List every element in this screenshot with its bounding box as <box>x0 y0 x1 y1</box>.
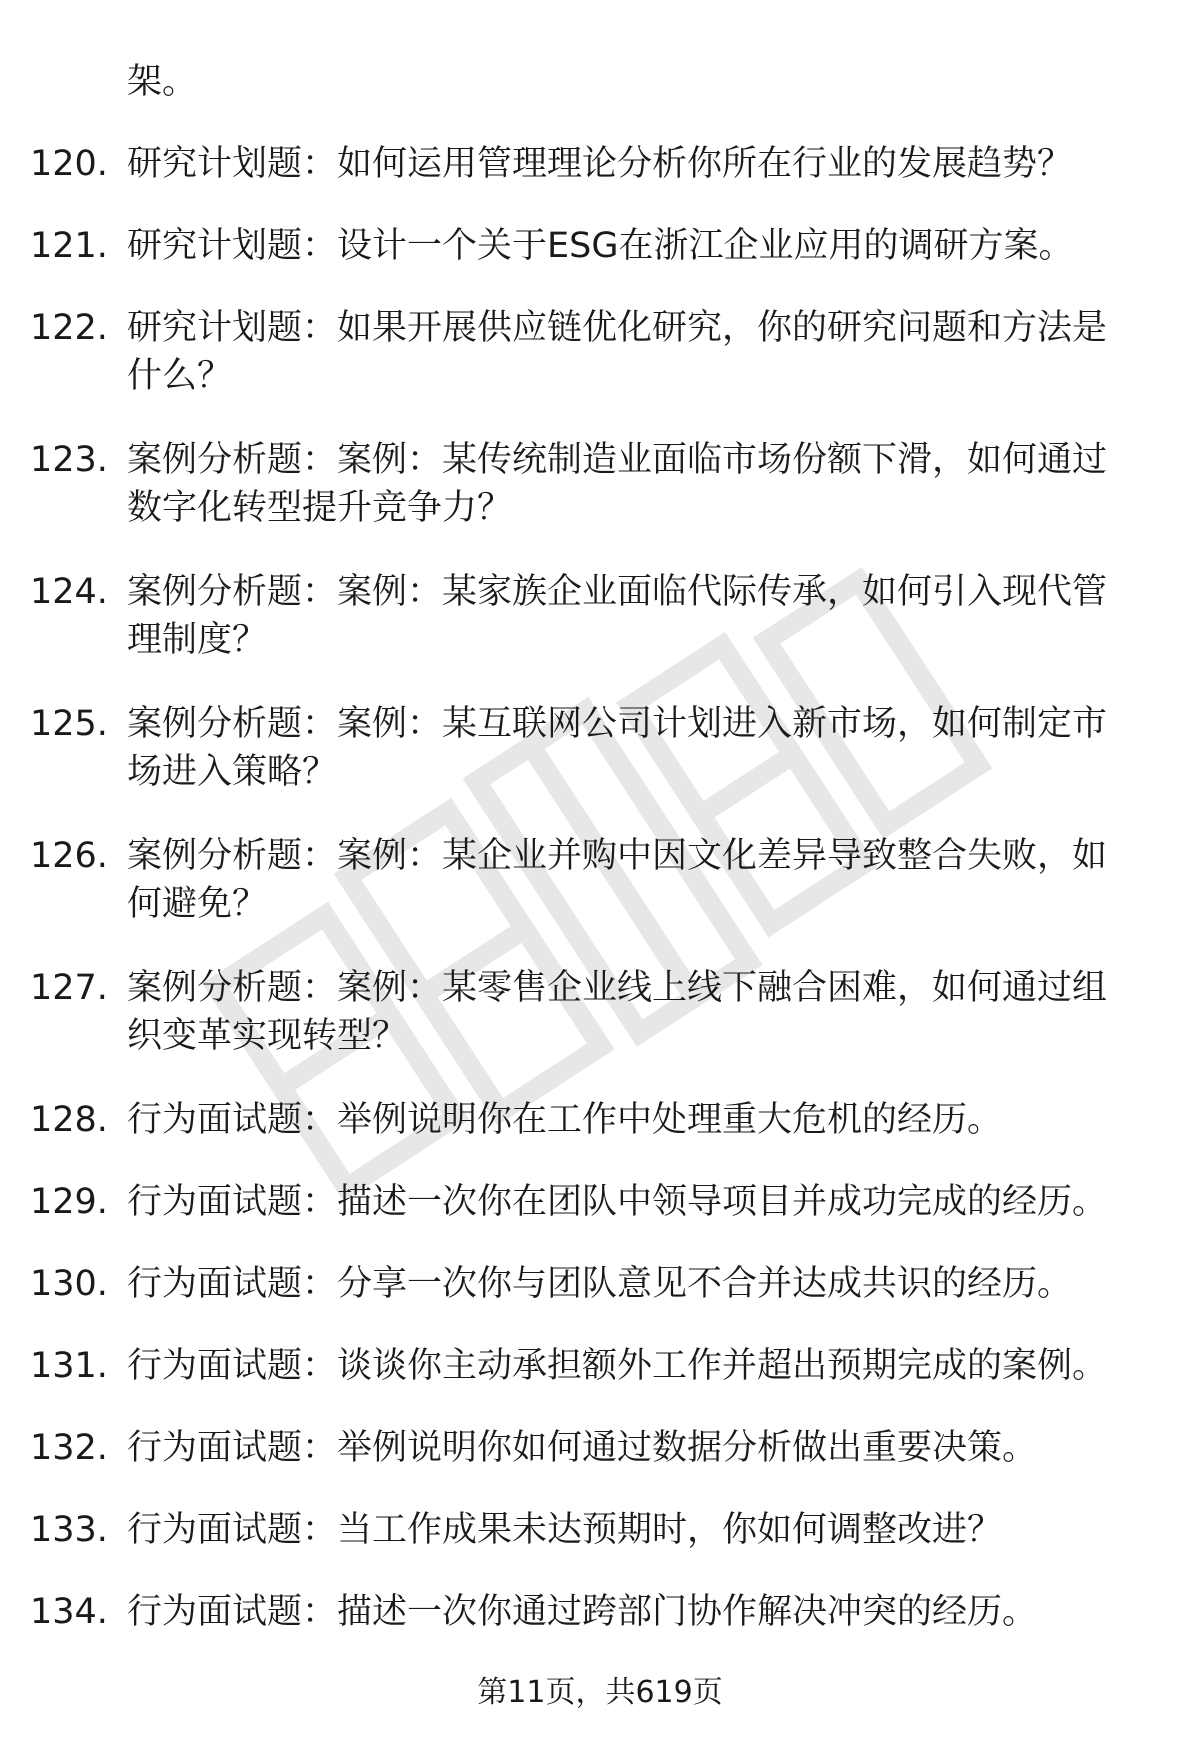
question-number: 128. <box>30 1100 108 1140</box>
list-item <box>0 1588 1200 1670</box>
page-footer: 第11页，共619页 <box>477 1675 723 1710</box>
question-text: 研究计划题：如何运用管理理论分析你所在行业的发展趋势？ <box>127 144 1073 184</box>
question-text: 行为面试题：谈谈你主动承担额外工作并超出预期完成的案例。 <box>127 1346 1108 1386</box>
question-number: 121. <box>30 226 108 266</box>
question-number: 130. <box>30 1264 108 1304</box>
question-text: 行为面试题：当工作成果未达预期时，你如何调整改进？ <box>127 1510 1003 1550</box>
question-number: 127. <box>30 968 108 1008</box>
question-text: 案例分析题：案例：某零售企业线上线下融合困难，如何通过组织变革实现转型？ <box>127 968 1108 1056</box>
question-text: 案例分析题：案例：某企业并购中因文化差异导致整合失败，如何避免？ <box>127 836 1108 924</box>
question-text: 研究计划题：如果开展供应链优化研究，你的研究问题和方法是什么？ <box>127 308 1108 396</box>
list-item <box>0 1260 1200 1342</box>
question-text: 行为面试题：分享一次你与团队意见不合并达成共识的经历。 <box>127 1264 1073 1304</box>
continuation-text: 架。 <box>127 62 198 102</box>
question-number: 131. <box>30 1346 108 1386</box>
question-text: 案例分析题：案例：某互联网公司计划进入新市场，如何制定市场进入策略？ <box>127 704 1108 792</box>
question-text: 研究计划题：设计一个关于ESG在浙江企业应用的调研方案。 <box>127 226 1074 266</box>
question-number: 129. <box>30 1182 108 1222</box>
question-number: 120. <box>30 144 108 184</box>
list-item <box>0 1178 1200 1260</box>
question-text: 案例分析题：案例：某家族企业面临代际传承，如何引入现代管理制度？ <box>127 572 1108 660</box>
list-item <box>0 304 1200 436</box>
question-number: 123. <box>30 440 108 480</box>
list-item <box>0 1342 1200 1424</box>
question-text: 行为面试题：举例说明你如何通过数据分析做出重要决策。 <box>127 1428 1038 1468</box>
list-item <box>0 140 1200 222</box>
question-number: 134. <box>30 1592 108 1632</box>
question-number: 122. <box>30 308 108 348</box>
list-item <box>0 1096 1200 1178</box>
list-item <box>0 700 1200 832</box>
question-number: 124. <box>30 572 108 612</box>
question-list <box>0 140 1200 1670</box>
list-item <box>0 436 1200 568</box>
question-text: 行为面试题：描述一次你在团队中领导项目并成功完成的经历。 <box>127 1182 1108 1222</box>
list-item <box>0 568 1200 700</box>
question-number: 133. <box>30 1510 108 1550</box>
list-item <box>0 222 1200 304</box>
list-item <box>0 964 1200 1096</box>
question-number: 132. <box>30 1428 108 1468</box>
question-number: 126. <box>30 836 108 876</box>
list-item <box>0 1424 1200 1506</box>
question-text: 行为面试题：描述一次你通过跨部门协作解决冲突的经历。 <box>127 1592 1038 1632</box>
list-item <box>0 1506 1200 1588</box>
question-number: 125. <box>30 704 108 744</box>
question-text: 案例分析题：案例：某传统制造业面临市场份额下滑，如何通过数字化转型提升竞争力？ <box>127 440 1108 528</box>
list-item <box>0 832 1200 964</box>
question-text: 行为面试题：举例说明你在工作中处理重大危机的经历。 <box>127 1100 1003 1140</box>
